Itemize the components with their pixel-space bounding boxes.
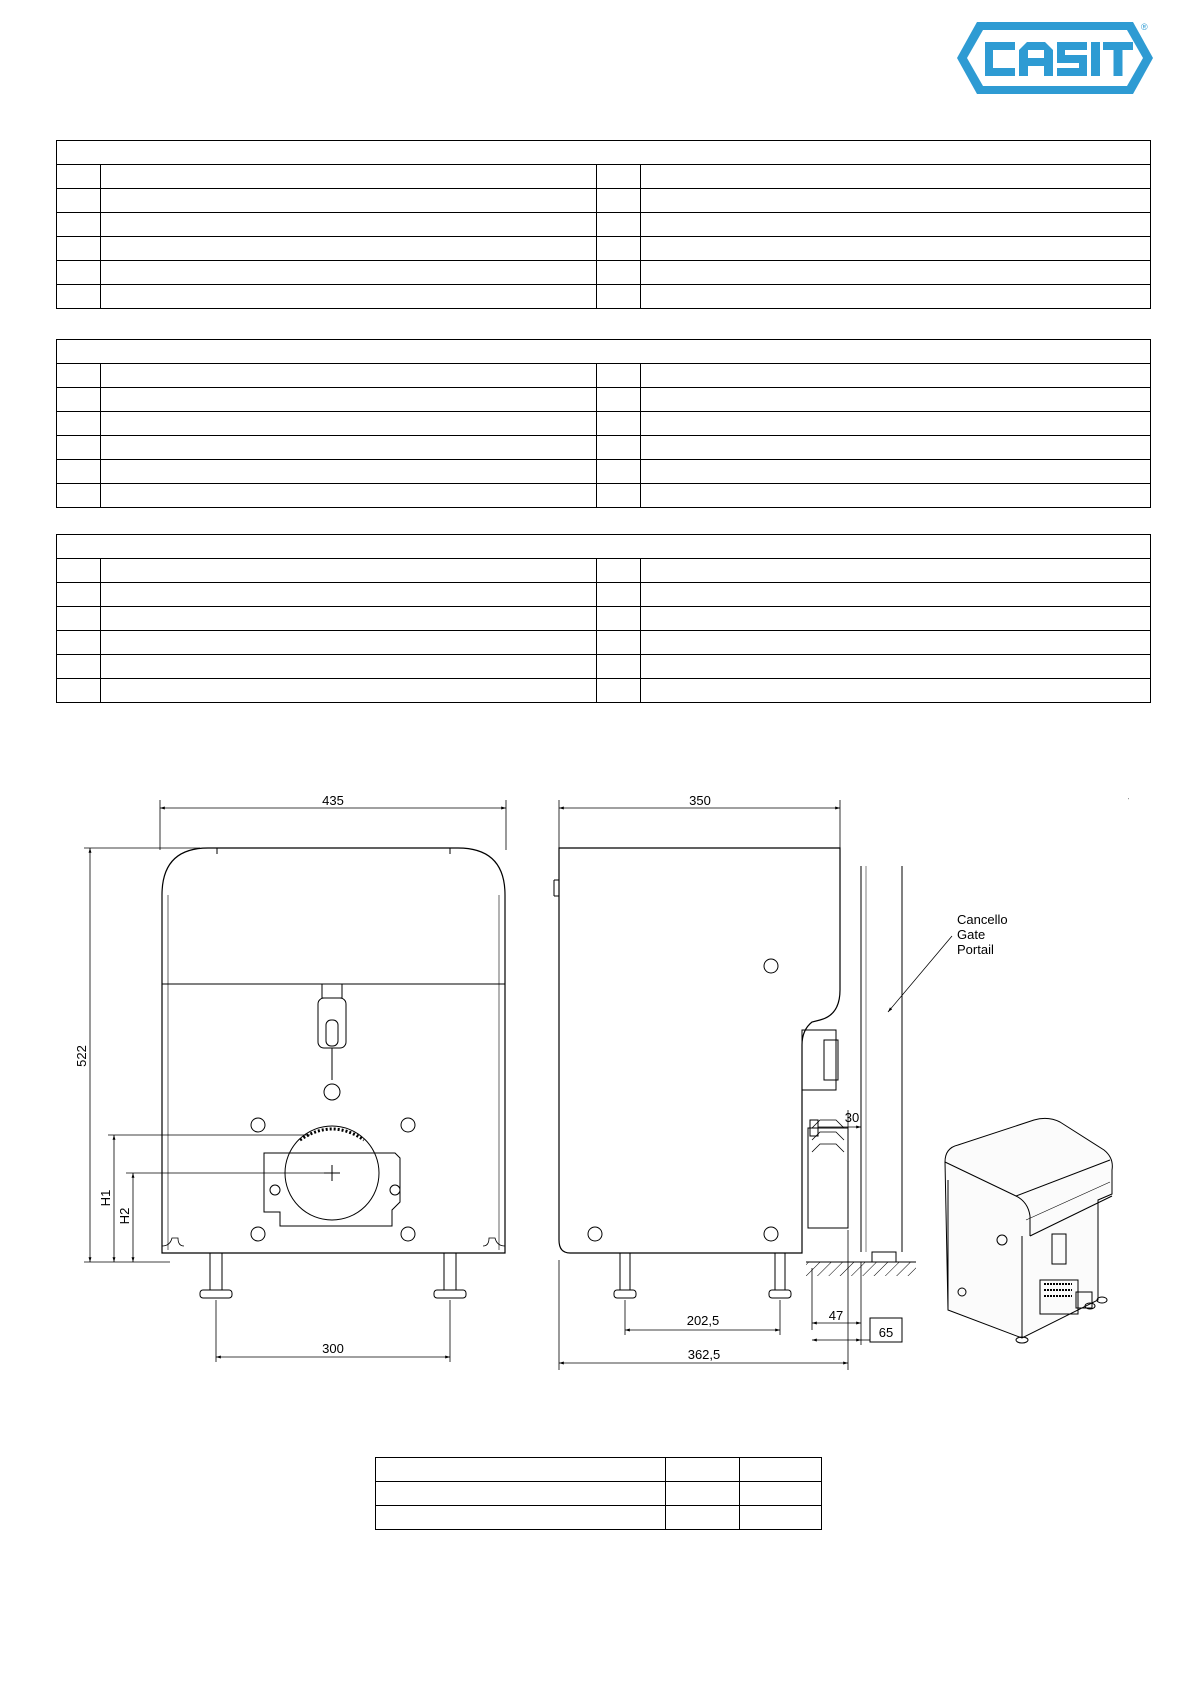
table-row [57,261,1151,285]
table-header-row [57,141,1151,165]
dim-side-gap: 30 [844,1110,860,1125]
table-row [57,484,1151,508]
gate-post [861,866,902,1262]
front-foot-left [200,1253,232,1298]
stray-mark: ' [1128,798,1129,804]
front-view [84,800,506,1362]
dim-front-feet: 300 [322,1341,344,1356]
heights-table [375,1457,822,1530]
side-foot-right [769,1253,791,1298]
table-header-row [57,535,1151,559]
dim-side-overall: 362,5 [687,1347,721,1362]
table-row [57,165,1151,189]
table-row [57,213,1151,237]
dim-side-clearance: 65 [878,1325,894,1340]
dim-side-feet: 202,5 [686,1313,720,1328]
dim-side-offset: 47 [828,1308,844,1323]
spec-table-1 [56,140,1151,309]
table-row [57,655,1151,679]
table-row [57,436,1151,460]
gate-label-en: Gate [957,927,986,942]
table-row [57,189,1151,213]
table-header-row [57,340,1151,364]
table-row [57,679,1151,703]
table-row [57,631,1151,655]
dim-side-width: 350 [689,793,711,808]
table-row [57,364,1151,388]
table-row [57,388,1151,412]
table-row [57,412,1151,436]
casit-logo [955,18,1155,98]
table-row [57,285,1151,309]
table-row [57,559,1151,583]
table-row [57,237,1151,261]
table-row [57,460,1151,484]
dim-h2: H2 [117,1207,132,1225]
dim-h1: H1 [98,1189,113,1207]
dim-front-width: 435 [322,793,344,808]
table-row [57,583,1151,607]
gate-label-fr: Portail [957,942,994,957]
front-foot-right [434,1253,466,1298]
isometric-view [945,1118,1112,1343]
table-row [376,1458,822,1482]
dim-front-height: 522 [74,1045,89,1067]
spec-table-2 [56,339,1151,508]
table-row [376,1506,822,1530]
gate-label-it: Cancello [957,912,1008,927]
table-row [376,1482,822,1506]
registered-mark: ® [1141,22,1148,32]
side-view [554,800,952,1370]
technical-drawing [0,780,1192,1400]
spec-table-3 [56,534,1151,703]
side-foot-left [614,1253,636,1298]
table-row [57,607,1151,631]
